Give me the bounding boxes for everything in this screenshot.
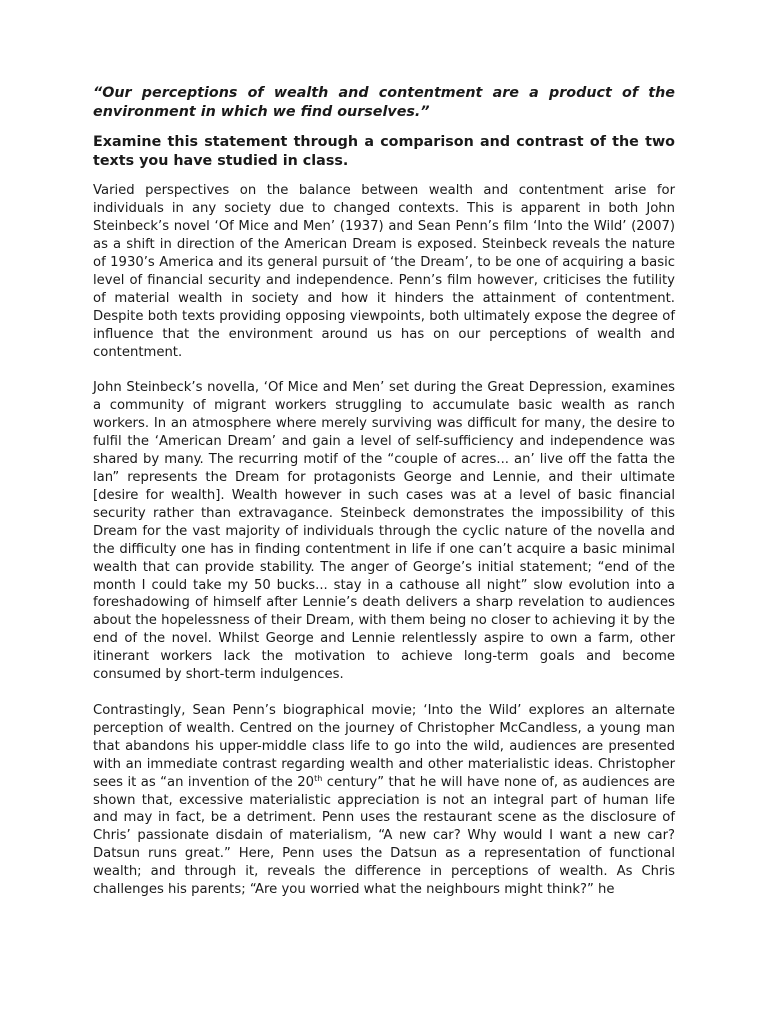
paragraph-into-the-wild (93, 702, 675, 899)
paragraph-text-part: century” that he will have none of, as audiences are shown that, excessive materialistic appreciation is not an integral part of human life and may in fact, be a detriment. Penn uses the restaurant scene as the disclosure of Chris’ passionate disdain of materialism, “A new car? Why would I want a new car? Datsun runs great.” Here, Penn uses the Datsun as a representation of functional wealth; and through it, reveals the difference in perceptions of wealth. As Chris challenges his parents; “Are you worried what the neighbours might think?” he (93, 774, 676, 898)
ordinal-superscript: th (314, 773, 323, 783)
essay-question: Examine this statement through a comparison and contrast of the two texts you have studied in class. (93, 134, 675, 169)
paragraph-of-mice-and-men: John Steinbeck’s novella, ‘Of Mice and Men’ set during the Great Depression, examines a community of migrant workers struggling to accumulate basic wealth as ranch workers. In an atmosphere where merely surviving was difficult for many, the desire to fulfil the ‘American Dream’ and gain a level of self-sufficiency and independence was shared by many. The recurring motif of the “couple of acres... an’ live off the fatta the lan” represents the Dream for protagonists George and Lennie, and their ultimate [desire for wealth]. Wealth however in such cases was at a level of basic financial security rather than extravagance. Steinbeck demonstrates the impossibility of this Dream for the vast majority of individuals through the cyclic nature of the novella and the difficulty one has in finding contentment in life if one can’t acquire a basic minimal wealth that can provide stability. The anger of George’s initial statement; “end of the month I could take my 50 bucks... stay in a cathouse all night” slow evolution into a foreshadowing of himself after Lennie’s death delivers a sharp revelation to audiences about the hopelessness of their Dream, with them being no closer to achieving it by the end of the novel. Whilst George and Lennie relentlessly aspire to own a farm, other itinerant workers lack the motivation to achieve long-term goals and become consumed by short-term indulgences. (93, 380, 675, 683)
essay-prompt-quote: “Our perceptions of wealth and contentment are a product of the environment in which we find ourselves.” (93, 85, 675, 120)
essay-body (93, 84, 675, 899)
paragraph-introduction: Varied perspectives on the balance between wealth and contentment arise for individuals in any society due to changed contexts. This is apparent in both John Steinbeck’s novel ‘Of Mice and Men’ (1937) and Sean Penn’s film ‘Into the Wild’ (2007) as a shift in direction of the American Dream is exposed. Steinbeck reveals the nature of 1930’s America and its general pursuit of ‘the Dream’, to be one of acquiring a basic level of financial security and independence. Penn’s film however, criticises the futility of material wealth in society and how it hinders the attainment of contentment. Despite both texts providing opposing viewpoints, both ultimately expose the degree of influence that the environment around us has on our perceptions of wealth and contentment. (93, 183, 675, 360)
paragraph-text-part: Contrastingly, Sean Penn’s biographical movie; ‘Into the Wild’ explores an alternate perception of wealth. Centred on the journey of Christopher McCandless, a young man that abandons his upper-middle class life to go into the wild, audiences are presented with an immediate contrast regarding wealth and other materialistic ideas. Christopher sees it as “an invention of the 20 (93, 702, 675, 790)
